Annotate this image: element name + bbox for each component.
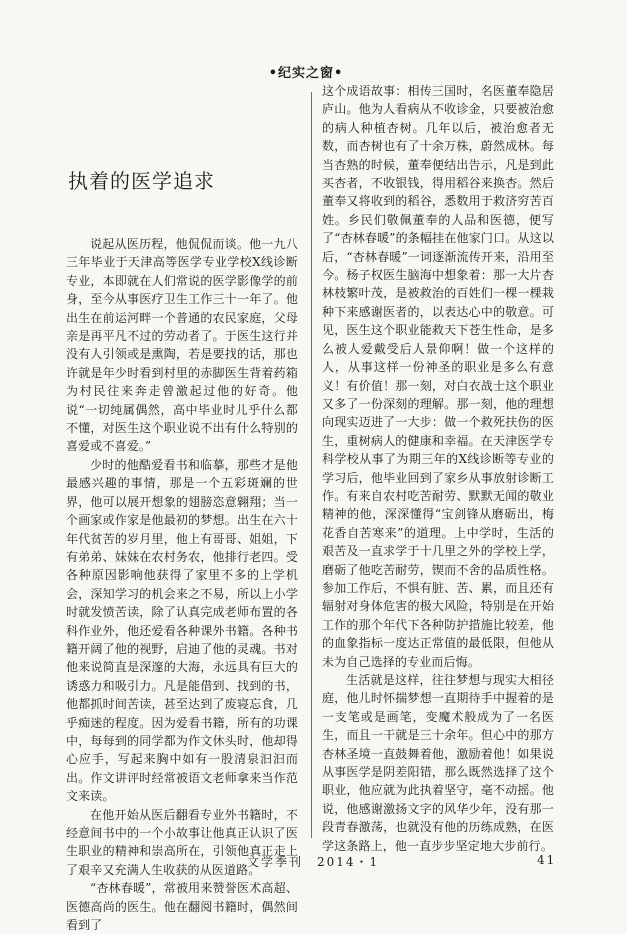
right-column <box>322 82 554 853</box>
body-paragraph: 这个成语故事：相传三国时，名医董奉隐居庐山。他为人看病从不收诊金，只要被治愈的病人种植杏树。几年以后，被治愈者无数，而杏树也有了十余万株，蔚然成林。每当杏熟的时候，董奉便结出告示，凡是到此买杏者，不收银钱，得用稻谷来换杏。然后董奉又将收到的稻谷，悉数用于救济穷苦百姓。乡民们敬佩董奉的人品和医德，便写了“杏林春暖”的条幅挂在他家门口。从这以后，“杏林春暖”一词逐渐流传开来，沿用至今。杨子权医生脑海中想象着：那一大片杏林枝繁叶茂，是被救治的百姓们一棵一棵栽种下来感谢医者的，以表达心中的敬意。可见，医生这个职业能救天下苍生性命，是多么被人爱戴受后人景仰啊！做一个这样的人，从事这样一份神圣的职业是多么有意义！有价值！那一刻，对白衣战士这个职业又多了一份深刻的理解。那一刻，他的理想向现实迈进了一大步：做一个救死扶伤的医生，重树病人的健康和幸福。在天津医学专科学校从事了为期三年的X线诊断等专业的学习后，他毕业回到了家乡从事放射诊断工作。有来自农村吃苦耐劳、默默无闻的敬业精神的他，深深懂得“宝剑锋从磨砺出，梅花香自苦寒来”的道理。上中学时，生活的艰苦及一直求学于十几里之外的学校上学，磨砺了他吃苦耐劳，锲而不舍的品质性格。参加工作后，不惧有脏、苦、累，而且还有辐射对身体危害的极大风险，特别是在开始工作的那个年代下各种防护措施比较差，他的血象指标一度达正常值的最低限，但他从未为自己选择的专业而后悔。 <box>322 84 554 669</box>
body-paragraph: “杏林春暖”，常被用来赞誉医术高超、医德高尚的医生。他在翻阅书籍时，偶然间看到了 <box>66 881 298 933</box>
page-number: 41 <box>537 853 557 867</box>
body-paragraph: 生活就是这样，往往梦想与现实大相径庭，他儿时怀揣梦想一直期待手中握着的是一支笔或是画笔，变魔术般成为了一名医生，而且一干就是三十余年。但心中的那方杏林圣境一直鼓舞着他，激励着他！如果说从事医学是阴差阳错，那么既然选择了这个职业，他应就为此执着坚守，毫不动摇。他说，他感谢激扬文字的风华少年，没有那一段青春激荡，也就没有他的历练成熟，在医学这条路上，他一直步步坚定地大步前行。 <box>322 673 554 853</box>
article-title: 执着的医学追求 <box>68 169 215 193</box>
footer-journal-issue: 文学季刊 2014・1 <box>247 855 380 869</box>
body-paragraph: 说起从医历程，他侃侃而谈。他一九八三年毕业于天津高等医学专业学校X线诊断专业，本即就在人们常说的医学影像学的前身，至今从事医疗卫生工作三十一年了。他出生在前运河畔一个普通的农民家庭，父母亲是再平凡不过的劳动者了。于医生这行并没有人引领或是熏陶，若是要找的话，那也许就是年少时看到村里的赤脚医生背着药箱为村民往来奔走曾激起过他的好奇。他说“一切纯属偶然，高中毕业时儿乎什么都不懂，对医生这个职业说不出有什么特别的喜爱或不喜爱。” <box>66 237 298 454</box>
left-column <box>66 235 298 933</box>
body-paragraph: 在他开始从医后翻看专业外书籍时，不经意间书中的一个小故事让他真正认识了医生职业的精神和崇高所在，引领他真正走上了艰辛又充满人生收获的从医道路。 <box>66 807 298 877</box>
column-divider <box>311 92 312 838</box>
section-header: •纪实之窗• <box>268 66 344 81</box>
body-paragraph: 少时的他酷爱看书和临摹，那些才是他最感兴趣的事情，那是一个五彩斑斓的世界，他可以展开想象的翅膀恣意翱翔；当一个画家或作家是他最初的梦想。出生在六十年代贫苦的岁月里，他上有哥哥、姐姐，下有弟弟、妹妹在农村务农，他排行老四。受各种原因影响他获得了家里不多的上学机会，深知学习的机会来之不易，所以上小学时就发愤苦读，除了认真完成老师布置的各科作业外，他还爱看各种课外书籍。各种书籍开阔了他的视野，启迪了他的灵魂。书对他来说简直是深邃的大海，永远具有巨大的诱惑力和吸引力。凡是能借到、找到的书，他都抓时间苦读，甚至达到了废寝忘食，几乎痴迷的程度。因为爱看书籍，所有的功课中，每每到的同学都为作文休头时，他却得心应手，写起来胸中如有一股清泉汩汩而出。作文讲评时经常被语文老师拿来当作范文来读。 <box>66 457 298 804</box>
